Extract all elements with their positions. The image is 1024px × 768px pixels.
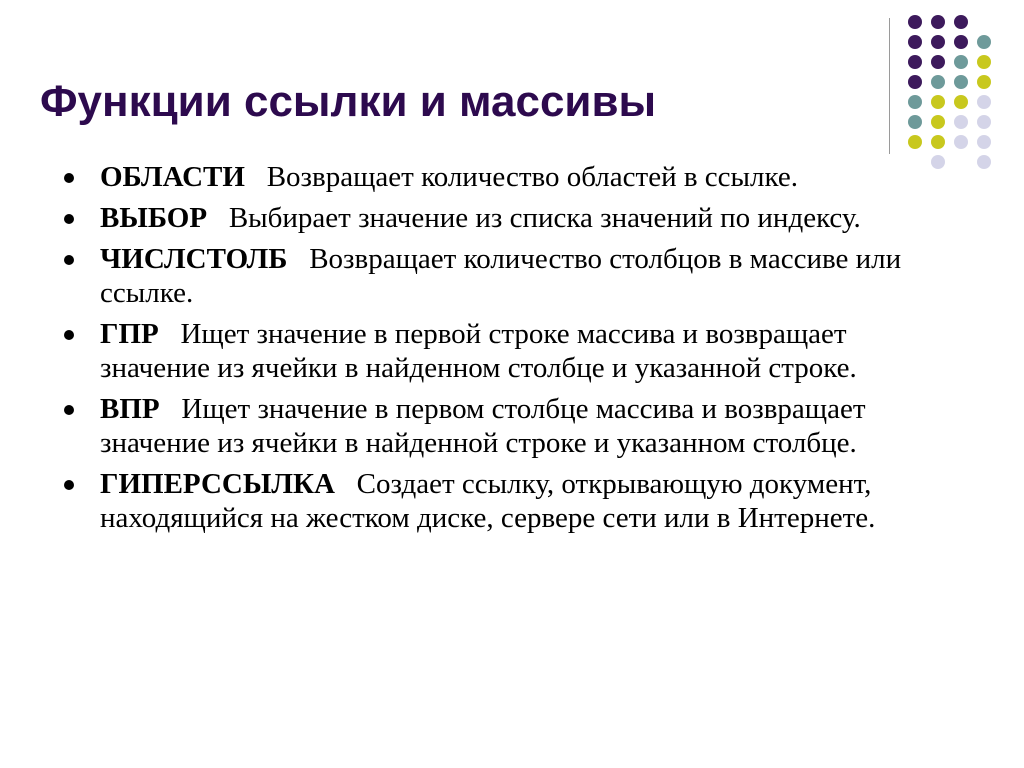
bullet-icon [64,214,74,224]
decorative-dot [931,55,945,69]
bullet-item-oblasti [60,160,940,194]
function-name: ГПР [100,318,159,350]
function-name: ЧИСЛСТОЛБ [100,243,288,275]
function-name: ОБЛАСТИ [100,161,245,193]
decorative-dot [908,15,922,29]
decorative-dot [954,55,968,69]
function-description: Ищет значение в первом столбце массива и возвращает значение из ячейки в найденной строке и указанном столбце. [100,393,866,459]
decorative-dot [908,95,922,109]
bullet-item-vpr [60,392,940,460]
function-name: ГИПЕРССЫЛКА [100,468,335,500]
decorative-dot [954,35,968,49]
function-description: Возвращает количество столбцов в массиве или ссылке. [100,243,902,309]
bullet-icon [64,255,74,265]
decorative-dot [908,75,922,89]
decorative-dot [931,35,945,49]
decorative-dot [977,35,991,49]
decorative-dot [954,135,968,149]
title-divider-line [889,18,890,154]
decorative-dot [931,95,945,109]
bullet-icon [64,173,74,183]
decorative-dot [954,15,968,29]
decorative-dot [931,15,945,29]
bullet-item-chislstolb [60,242,940,310]
bullet-list [60,160,940,542]
function-name: ВПР [100,393,160,425]
decorative-dot [931,135,945,149]
decorative-dot [908,135,922,149]
decorative-dot [931,75,945,89]
decorative-dot [977,75,991,89]
bullet-item-giperssylka [60,467,940,535]
bullet-icon [64,330,74,340]
slide-title: Функции ссылки и массивы [40,77,657,126]
decorative-dot [954,95,968,109]
function-description: Создает ссылку, открывающую документ, находящийся на жестком диске, сервере сети или в Интернете. [100,468,876,534]
decorative-dot [954,75,968,89]
function-description: Ищет значение в первой строке массива и возвращает значение из ячейки в найденном столбце и указанной строке. [100,318,857,384]
bullet-icon [64,405,74,415]
decorative-dot [908,55,922,69]
bullet-item-gpr [60,317,940,385]
bullet-icon [64,480,74,490]
function-name: ВЫБОР [100,202,208,234]
decorative-dot [977,135,991,149]
function-description: Возвращает количество областей в ссылке. [266,161,798,193]
decorative-dot [931,115,945,129]
decorative-dot [954,115,968,129]
decorative-dot [977,155,991,169]
decorative-dot [908,115,922,129]
function-description: Выбирает значение из списка значений по индексу. [228,202,861,234]
decorative-dot [977,55,991,69]
bullet-item-vybor [60,201,940,235]
decorative-dot [908,35,922,49]
decorative-dot [977,95,991,109]
decorative-dot [977,115,991,129]
decorative-dot-grid [900,10,1010,170]
